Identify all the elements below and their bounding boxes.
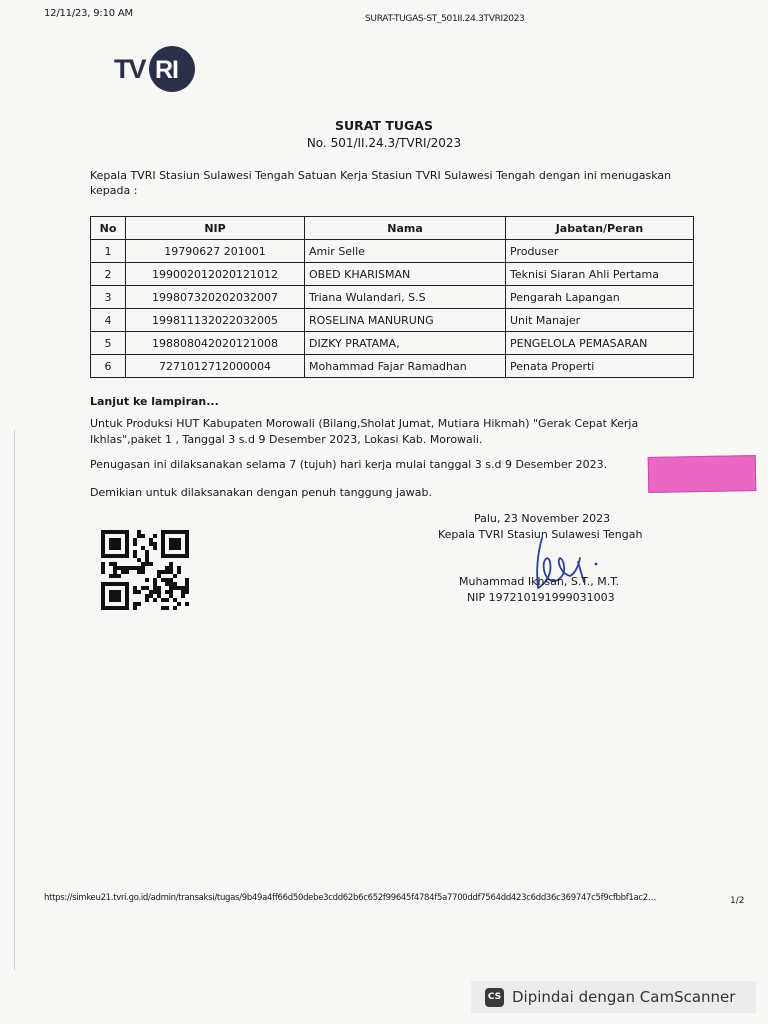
document-number: No. 501/II.24.3/TVRI/2023 <box>306 136 462 150</box>
header-no: No <box>91 217 126 240</box>
row-jabatan: Unit Manajer <box>506 309 694 332</box>
document-title: SURAT TUGAS <box>335 118 433 133</box>
table-row <box>91 240 694 263</box>
signature-office: Kepala TVRI Stasiun Sulawesi Tengah <box>438 528 643 541</box>
header-nip: NIP <box>126 217 305 240</box>
assignment-table <box>90 216 694 378</box>
camscanner-icon: CS <box>485 988 504 1007</box>
print-document-title: SURAT-TUGAS-ST_501II.24.3TVRI2023 <box>365 14 525 24</box>
footer-page-number: 1/2 <box>730 896 745 906</box>
table-row <box>91 355 694 378</box>
row-nama: Amir Selle <box>305 240 506 263</box>
row-nama: Mohammad Fajar Ramadhan <box>305 355 506 378</box>
row-jabatan: PENGELOLA PEMASARAN <box>506 332 694 355</box>
header-jabatan: Jabatan/Peran <box>506 217 694 240</box>
row-nama: OBED KHARISMAN <box>305 263 506 286</box>
tvri-logo <box>112 44 196 94</box>
row-nama: ROSELINA MANURUNG <box>305 309 506 332</box>
highlight-marker <box>648 455 757 493</box>
row-no: 4 <box>91 309 126 332</box>
table-row <box>91 309 694 332</box>
camscanner-text: Dipindai dengan CamScanner <box>512 988 736 1006</box>
camscanner-watermark <box>471 981 756 1013</box>
row-no: 2 <box>91 263 126 286</box>
table-row <box>91 332 694 355</box>
row-nama: Triana Wulandari, S.S <box>305 286 506 309</box>
row-no: 3 <box>91 286 126 309</box>
row-nip: 199002012020121012 <box>126 263 305 286</box>
signature-place-date: Palu, 23 November 2023 <box>474 512 611 525</box>
row-nip: 198808042020121008 <box>126 332 305 355</box>
svg-text:RI: RI <box>155 56 178 84</box>
print-datetime: 12/11/23, 9:10 AM <box>44 8 133 19</box>
closing-paragraph: Demikian untuk dilaksanakan dengan penuh tanggung jawab. <box>90 486 433 499</box>
row-no: 1 <box>91 240 126 263</box>
row-nip: 199811132022032005 <box>126 309 305 332</box>
tvri-logo-icon <box>112 44 196 94</box>
duration-paragraph: Penugasan ini dilaksanakan selama 7 (tujuh) hari kerja mulai tanggal 3 s.d 9 Desember 2023. <box>90 458 608 471</box>
footer-url: https://simkeu21.tvri.go.id/admin/transaksi/tugas/9b49a4ff66d50debe3cdd62b6c652f99645f4784f5a7700ddf7564dd423c6dd36c369747c5f9cfbbf1ac2… <box>44 893 657 903</box>
intro-text: Kepala TVRI Stasiun Sulawesi Tengah Satuan Kerja Stasiun TVRI Sulawesi Tengah dengan ini menugaskan kepada : <box>90 169 672 197</box>
qr-code-graphic <box>101 530 189 610</box>
header-nama: Nama <box>305 217 506 240</box>
row-nip: 7271012712000004 <box>126 355 305 378</box>
purpose-paragraph: Untuk Produksi HUT Kabupaten Morowali (Bilang,Sholat Jumat, Mutiara Hikmah) "Gerak Cepat Kerja Ikhlas",paket 1 , Tanggal 3 s.d 9 Desember 2023, Lokasi Kab. Morowali. <box>90 417 639 446</box>
page-edge-line <box>14 430 15 970</box>
row-jabatan: Produser <box>506 240 694 263</box>
row-nama: DIZKY PRATAMA, <box>305 332 506 355</box>
continued-heading: Lanjut ke lampiran... <box>90 395 219 408</box>
table-row <box>91 286 694 309</box>
table-row <box>91 263 694 286</box>
row-no: 6 <box>91 355 126 378</box>
qr-code-icon <box>101 530 189 610</box>
row-nip: 19790627 201001 <box>126 240 305 263</box>
row-jabatan: Teknisi Siaran Ahli Pertama <box>506 263 694 286</box>
row-nip: 199807320202032007 <box>126 286 305 309</box>
row-jabatan: Penata Properti <box>506 355 694 378</box>
signatory-name: Muhammad Ikhsan, S.T., M.T. <box>459 575 620 588</box>
svg-text:TV: TV <box>114 54 145 84</box>
row-no: 5 <box>91 332 126 355</box>
row-jabatan: Pengarah Lapangan <box>506 286 694 309</box>
table-header-row <box>91 217 694 240</box>
signatory-nip: NIP 197210191999031003 <box>467 591 615 604</box>
